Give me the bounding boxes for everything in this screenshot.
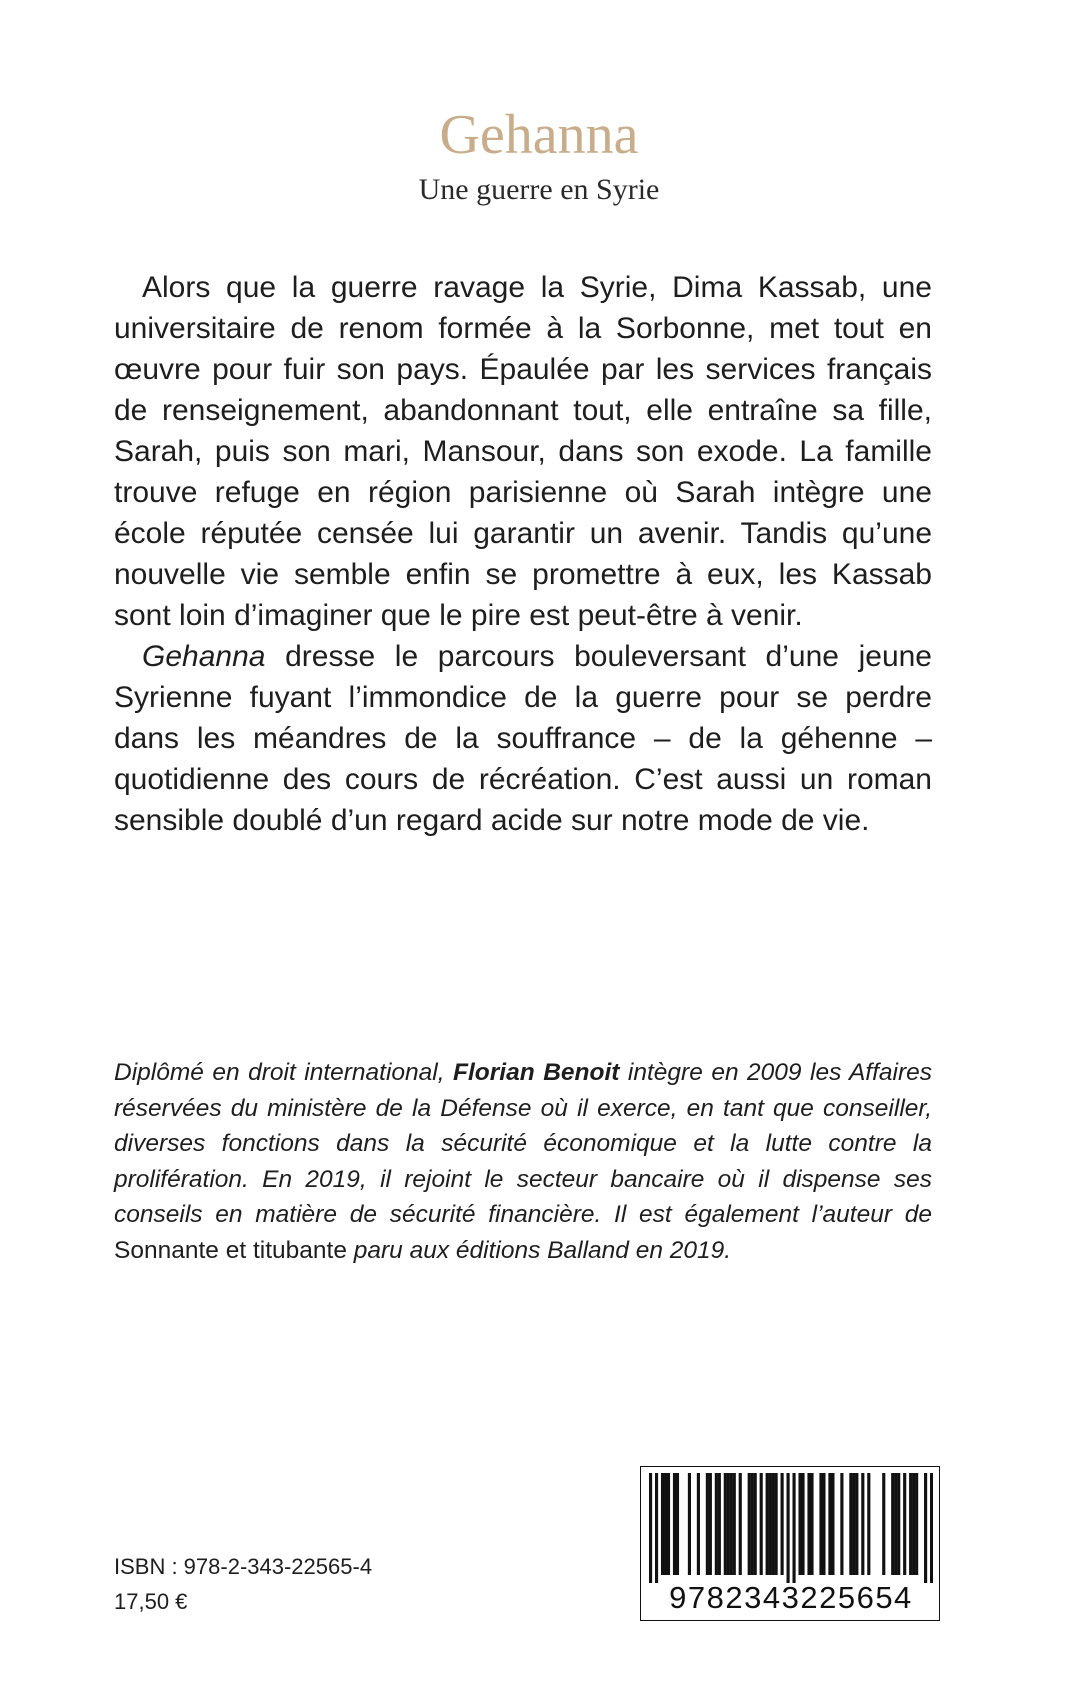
barcode-bar [667,1473,670,1575]
barcode-bar [849,1473,852,1575]
barcode-bar [730,1473,733,1575]
barcode-bar [697,1473,700,1575]
barcode-bar [775,1473,778,1575]
barcode-bar [751,1473,754,1575]
barcode-bar [787,1473,790,1583]
synopsis-paragraph-2 [114,636,932,841]
barcode-bar [769,1473,772,1575]
barcode-bar [840,1473,843,1575]
barcode-bar [891,1473,894,1575]
synopsis [114,267,932,841]
barcode-bars [649,1473,933,1583]
previous-book-title: Sonnante et titubante [114,1236,347,1264]
barcode-bar [867,1473,870,1575]
barcode-bar [772,1473,775,1575]
barcode-bar [733,1473,736,1575]
barcode-bar [924,1473,927,1583]
barcode-bar [688,1473,691,1575]
barcode-bar [912,1473,915,1575]
book-title: Gehanna [439,104,639,166]
isbn: ISBN : 978-2-343-22565-4 [114,1554,373,1579]
barcode-bar [930,1473,933,1583]
barcode-bar [894,1473,897,1575]
barcode-bar [897,1473,900,1575]
barcode-bar [855,1473,858,1575]
barcode-bar [748,1473,751,1575]
barcode-bar [852,1473,855,1575]
bio-part-3: paru aux éditions Balland en 2019. [346,1236,732,1264]
barcode-bar [706,1473,709,1575]
barcode [640,1466,940,1621]
barcode-bar [810,1473,813,1575]
barcode-bar [655,1473,658,1583]
barcode-bar [649,1473,652,1583]
barcode-digits: 9782343225654 [669,1580,913,1615]
barcode-bar [664,1473,667,1575]
barcode-bar [903,1473,906,1575]
barcode-bar [798,1473,801,1575]
barcode-bar [861,1473,864,1575]
author-bio [114,1055,932,1268]
barcode-bar [661,1473,664,1575]
barcode-bar [792,1473,795,1583]
barcode-bar [727,1473,730,1575]
barcode-bar [831,1473,834,1575]
author-name: Florian Benoit [453,1059,620,1086]
barcode-bar [882,1473,885,1575]
synopsis-paragraph-2-text: dresse le parcours bouleversant d’une jeune Syrienne fuyant l’immondice de la guerre pour se perdre dans les méandres de la souffrance – de la géhenne – quotidienne des cours de récréation. C’est aussi un roman sensible doublé d’un regard acide sur notre mode de vie. [114,640,932,837]
barcode-bar [676,1473,679,1575]
barcode-bar [760,1473,763,1575]
barcode-bar [807,1473,810,1575]
author-bio-text [114,1055,932,1268]
barcode-bar [754,1473,757,1575]
synopsis-book-title: Gehanna [142,640,266,673]
synopsis-paragraph-1: Alors que la guerre ravage la Syrie, Dima Kassab, une universitaire de renom formée à la Sorbonne, met tout en œuvre pour fuir son pays. Épaulée par les services français de renseignement, abandonnant tout, elle entraîne sa fille, Sarah, puis son mari, Mansour, dans son exode. La famille trouve refuge en région parisienne où Sarah intègre une école réputée censée lui garantir un avenir. Tandis qu’une nouvelle vie semble enfin se promettre à eux, les Kassab sont loin d’imaginer que le pire est peut-être à venir. [114,271,932,632]
barcode-bar [673,1473,676,1575]
barcode-bar [724,1473,727,1575]
barcode-bar [801,1473,804,1575]
barcode-bar [915,1473,918,1575]
book-subtitle: Une guerre en Syrie [418,173,660,206]
barcode-bar [766,1473,769,1575]
barcode-bar [828,1473,831,1575]
price: 17,50 € [114,1589,188,1614]
barcode-bar [715,1473,718,1575]
barcode-bar [781,1473,784,1575]
barcode-bar [718,1473,721,1575]
barcode-bar [739,1473,742,1575]
bio-part-2: intègre en 2009 les Affaires réservées du ministère de la Défense où il exerce, en tant que conseiller, diverses fonctions dans la sécurité économique et la lutte contre la prolifération. En 2019, il rejoint le secteur bancaire où il dispense ses conseils en matière de sécurité financière. Il est également l’auteur de [114,1059,933,1228]
barcode-bar [822,1473,825,1575]
barcode-bar [709,1473,712,1575]
barcode-bar [909,1473,912,1575]
barcode-bar [819,1473,822,1575]
bio-part-1: Diplômé en droit international, [114,1059,454,1086]
